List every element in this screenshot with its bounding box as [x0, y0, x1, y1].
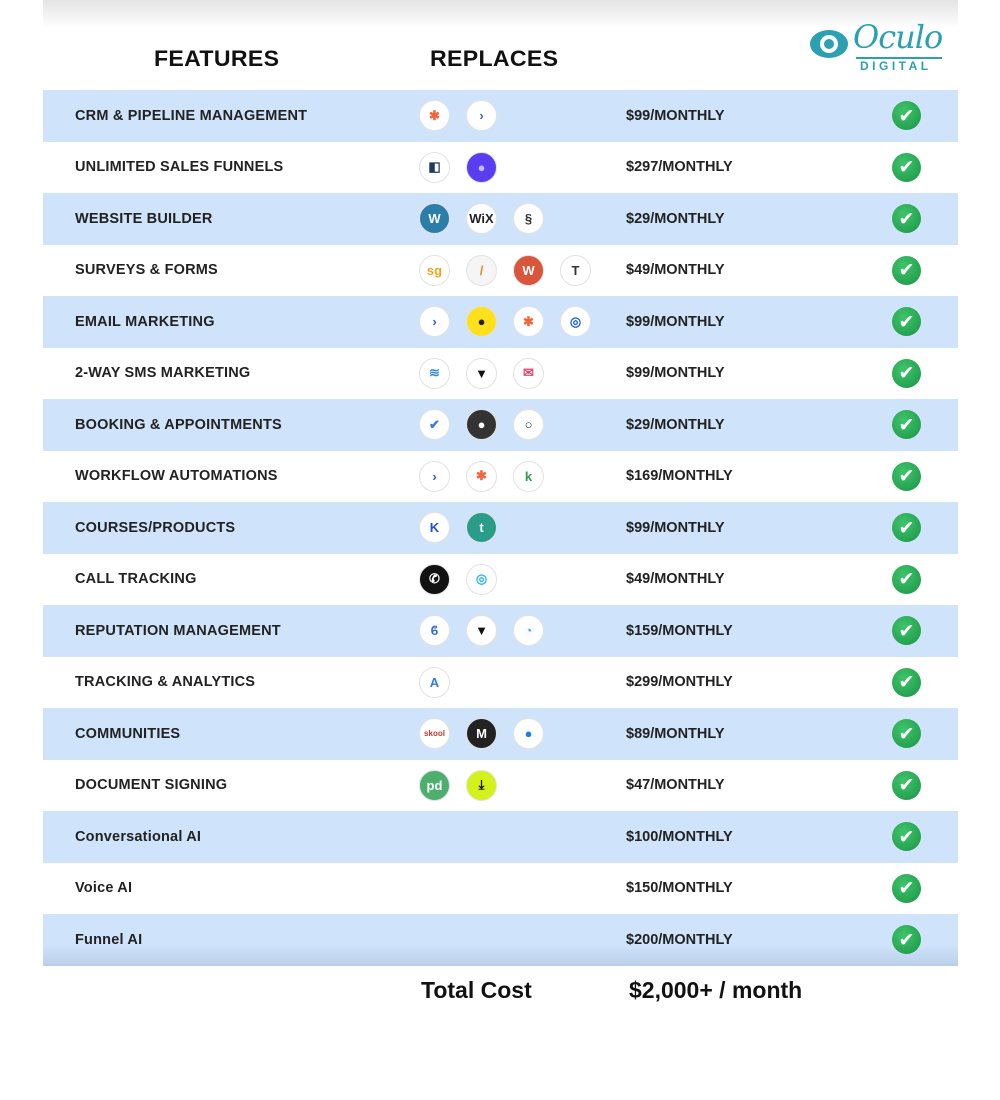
wordpress-icon: W [419, 203, 450, 234]
table-row [43, 245, 958, 297]
table-row [43, 399, 958, 451]
eye-icon [810, 30, 848, 58]
check-icon: ✔ [892, 204, 921, 233]
constant-contact-icon: ◎ [560, 306, 591, 337]
podium-icon: ▼ [466, 358, 497, 389]
table-row [43, 554, 958, 606]
check-icon: ✔ [892, 101, 921, 130]
feature-name: Funnel AI [75, 931, 143, 948]
price: $99/MONTHLY [626, 365, 725, 382]
price: $169/MONTHLY [626, 468, 733, 485]
replaced-tools [419, 409, 544, 440]
hubspot-icon: ✱ [513, 306, 544, 337]
check-icon: ✔ [892, 153, 921, 182]
replaced-tools [419, 100, 497, 131]
replaced-tools [419, 770, 497, 801]
mighty-networks-icon: M [466, 718, 497, 749]
acuity-icon: ✔ [419, 409, 450, 440]
price: $299/MONTHLY [626, 674, 733, 691]
table-row [43, 863, 958, 915]
feature-name: COMMUNITIES [75, 725, 181, 742]
check-icon: ✔ [892, 256, 921, 285]
feature-name: SURVEYS & FORMS [75, 262, 218, 279]
price: $100/MONTHLY [626, 828, 733, 845]
hubspot-icon: ✱ [466, 461, 497, 492]
price: $49/MONTHLY [626, 262, 725, 279]
activecampaign-icon: › [419, 306, 450, 337]
signnow-icon: ⤓ [466, 770, 497, 801]
table-row [43, 914, 958, 966]
table-row [43, 605, 958, 657]
replaced-tools [419, 718, 544, 749]
table-row [43, 296, 958, 348]
check-icon: ✔ [892, 874, 921, 903]
table-row [43, 142, 958, 194]
feature-name: EMAIL MARKETING [75, 313, 215, 330]
feature-name: COURSES/PRODUCTS [75, 519, 236, 536]
teachable-icon: t [466, 512, 497, 543]
check-icon: ✔ [892, 925, 921, 954]
simpletexting-icon: ≋ [419, 358, 450, 389]
feature-name: REPUTATION MANAGEMENT [75, 622, 281, 639]
check-icon: ✔ [892, 462, 921, 491]
check-icon: ✔ [892, 668, 921, 697]
typeform-icon: T [560, 255, 591, 286]
feature-name: CRM & PIPELINE MANAGEMENT [75, 107, 308, 124]
price: $47/MONTHLY [626, 777, 725, 794]
analytics-icon: A [419, 667, 450, 698]
replaced-tools [419, 358, 544, 389]
replaced-tools [419, 255, 591, 286]
surveygizmo-icon: sg [419, 255, 450, 286]
logo-sub: DIGITAL [860, 59, 932, 73]
feature-name: 2-WAY SMS MARKETING [75, 365, 251, 382]
check-icon: ✔ [892, 307, 921, 336]
kartra-icon: ● [466, 152, 497, 183]
total-cost-label: Total Cost [421, 977, 532, 1003]
birdeye-icon: ϐ [419, 615, 450, 646]
feature-name: Voice AI [75, 880, 133, 897]
price: $99/MONTHLY [626, 519, 725, 536]
pandadoc-icon: pd [419, 770, 450, 801]
comparison-table [43, 90, 958, 966]
callrail-icon: ◎ [466, 564, 497, 595]
clickfunnels-icon: ◧ [419, 152, 450, 183]
feature-name: WEBSITE BUILDER [75, 210, 213, 227]
feature-name: DOCUMENT SIGNING [75, 777, 228, 794]
price: $150/MONTHLY [626, 880, 733, 897]
price: $159/MONTHLY [626, 622, 733, 639]
replaced-tools [419, 306, 591, 337]
replaced-tools [419, 152, 497, 183]
logo-word: Oculo [853, 18, 943, 56]
replaced-tools [419, 564, 497, 595]
replaced-tools [419, 512, 497, 543]
check-icon: ✔ [892, 513, 921, 542]
kajabi-icon: K [419, 512, 450, 543]
podium-icon: ▼ [466, 615, 497, 646]
price: $297/MONTHLY [626, 159, 733, 176]
feature-name: WORKFLOW AUTOMATIONS [75, 468, 278, 485]
check-icon: ✔ [892, 410, 921, 439]
price: $89/MONTHLY [626, 725, 725, 742]
table-row [43, 193, 958, 245]
check-icon: ✔ [892, 771, 921, 800]
check-icon: ✔ [892, 565, 921, 594]
feature-name: BOOKING & APPOINTMENTS [75, 416, 282, 433]
wix-icon: WiX [466, 203, 497, 234]
textedly-icon: ✉ [513, 358, 544, 389]
circle-icon: ● [513, 718, 544, 749]
feature-name: CALL TRACKING [75, 571, 197, 588]
skool-icon: skool [419, 718, 450, 749]
table-row [43, 657, 958, 709]
check-icon: ✔ [892, 719, 921, 748]
hubspot-icon: ✱ [419, 100, 450, 131]
replaced-tools [419, 461, 544, 492]
keap-icon: k [513, 461, 544, 492]
wufoo-icon: W [513, 255, 544, 286]
mailchimp-icon: ● [466, 306, 497, 337]
feature-name: TRACKING & ANALYTICS [75, 674, 256, 691]
grade-us-icon: ◔ [513, 615, 544, 646]
replaces-header: REPLACES [430, 46, 559, 71]
table-row [43, 811, 958, 863]
feature-name: UNLIMITED SALES FUNNELS [75, 159, 284, 176]
table-row [43, 708, 958, 760]
ring-icon: ○ [513, 409, 544, 440]
table-row [43, 451, 958, 503]
check-icon: ✔ [892, 359, 921, 388]
total-cost-value: $2,000+ / month [629, 977, 803, 1003]
replaced-tools [419, 615, 544, 646]
features-header: FEATURES [154, 46, 280, 71]
calendly-icon: ● [466, 409, 497, 440]
price: $29/MONTHLY [626, 210, 725, 227]
table-row [43, 502, 958, 554]
activecampaign-icon: › [419, 461, 450, 492]
squarespace-icon: § [513, 203, 544, 234]
price: $200/MONTHLY [626, 931, 733, 948]
check-icon: ✔ [892, 822, 921, 851]
price: $99/MONTHLY [626, 107, 725, 124]
whatsapp-icon: ✆ [419, 564, 450, 595]
activecampaign-icon: › [466, 100, 497, 131]
replaced-tools [419, 667, 450, 698]
table-row [43, 348, 958, 400]
price: $29/MONTHLY [626, 416, 725, 433]
oculo-digital-logo [808, 18, 948, 77]
replaced-tools [419, 203, 544, 234]
feature-name: Conversational AI [75, 828, 202, 845]
check-icon: ✔ [892, 616, 921, 645]
price: $49/MONTHLY [626, 571, 725, 588]
price: $99/MONTHLY [626, 313, 725, 330]
table-row [43, 760, 958, 812]
table-row [43, 90, 958, 142]
jotform-icon: / [466, 255, 497, 286]
